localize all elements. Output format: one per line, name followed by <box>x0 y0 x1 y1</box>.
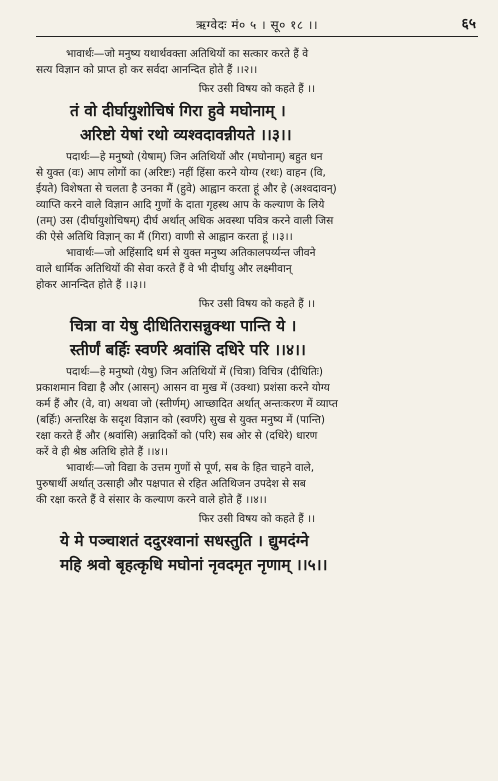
padartha-line: प्रकाशमान विद्या है और (आसन्) आसन वा मुख में (उक्था) प्रशंसा करने योग्य <box>36 382 330 394</box>
padartha-line: (तम्) उस (दीर्घायुशोचिषम्) दीर्घ अर्थात् अधिक अवस्था पवित्र करने वाली जिस <box>36 215 334 227</box>
padartha-line: करें वे ही श्रेष्ठ अतिथि होते हैं ।।४।। <box>36 446 169 458</box>
bhavartha-line: भावार्थः—जो विद्या के उत्तम गुणों से पूर्ण, सब के हित चाहने वाले, <box>66 462 315 474</box>
bhavartha-line: वाले धार्मिक अतिथियों की सेवा करते हैं वे भी दीर्घायु और लक्ष्मीवान् <box>36 263 292 275</box>
mantra-line: स्तीर्णं बर्हिः स्वर्णरे श्रवांसि दधिरे परि ।।४।। <box>70 341 306 359</box>
mantra-line: तं वो दीर्घायुशोचिषं गिरा हुवे मघोनाम् । <box>70 102 286 120</box>
bhavartha-line: भावार्थः—जो अहिंसादि धर्म से युक्त मनुष्य अतिकालपर्य्यन्त जीवने <box>66 247 316 259</box>
header-rule <box>36 36 478 37</box>
bhavartha-line: की रक्षा करते हैं वे संसार के कल्याण करने वाले होते हैं ।।४।। <box>36 494 267 506</box>
section-heading: फिर उसी विषय को कहते हैं ।। <box>198 298 316 310</box>
mantra-line: चित्रा वा येषु दीधितिरासन्नुक्था पान्ति ये । <box>70 317 297 335</box>
padartha-line: की ऐसे अतिथि विज्ञान् का मैं (गिरा) वाणी से आह्वान करता हूं ।।३।। <box>36 231 293 243</box>
page-header <box>36 0 478 40</box>
padartha-line: ईयते) विशेषता से चलता है उनका मैं (हुवे) आह्वान करता हूं और हे (अश्वदावन्) <box>36 183 337 195</box>
bhavartha-line: सत्य विज्ञान को प्राप्त हो कर सर्वदा आनन्दित होते हैं ।।२।। <box>36 64 258 76</box>
page-number: ६५ <box>461 16 476 32</box>
bhavartha-line: होकर आनन्दित होते हैं ।।३।। <box>36 279 147 291</box>
mantra-line: ये मे पञ्चाशतं ददुरश्वानां सधस्तुति । द्युमदंग्ने <box>60 532 309 550</box>
padartha-line: कर्म हैं और (वे, वा) अथवा जो (स्तीर्णम्) आच्छादित अर्थात् अन्तःकरण में व्याप्त <box>36 398 338 410</box>
running-head: ऋग्वेदः मं० ५ । सू० १८ ।। <box>195 18 319 32</box>
section-heading: फिर उसी विषय को कहते हैं ।। <box>198 513 316 525</box>
padartha-line: (बर्हिः) अन्तरिक्ष के सदृश विज्ञान को (स्वर्णरे) सुख से युक्त मनुष्य में (पान्ति) <box>36 414 325 426</box>
padartha-line: पदार्थः—हे मनुष्यो (येषु) जिन अतिथियों में (चित्रा) विचित्र (दीधितिः) <box>66 366 324 378</box>
padartha-line: व्याप्ति करने वाले विज्ञान आदि गुणों के दाता गृहस्थ आप के कल्याण के लिये <box>36 199 325 211</box>
padartha-line: पदार्थः—हे मनुष्यो (येषाम्) जिन अतिथियों और (मघोनाम्) बहुत धन <box>66 151 323 163</box>
mantra-line: अरिष्टो येषां रथो व्यश्वदावन्नीयते ।।३।। <box>80 126 292 144</box>
bhavartha-line: पुरुषार्थी अर्थात् उत्साही और पक्षपात से रहित अतिथिजन उपदेश से सब <box>36 478 306 490</box>
section-heading: फिर उसी विषय को कहते हैं ।। <box>198 83 316 95</box>
mantra-line: महि श्रवो बृहत्कृधि मघोनां नृवदमृत नृणाम् ।।५।। <box>60 556 328 574</box>
bhavartha-line: भावार्थः—जो मनुष्य यथार्थवक्ता अतिथियों का सत्कार करते हैं वे <box>66 48 309 60</box>
padartha-line: से युक्त (वः) आप लोगों का (अरिष्टः) नहीं हिंसा करने योग्य (रथः) वाहन (वि, <box>36 167 326 179</box>
padartha-line: रक्षा करते हैं और (श्रवांसि) अन्नादिकों को (परि) सब ओर से (दधिरे) धारण <box>36 430 318 442</box>
